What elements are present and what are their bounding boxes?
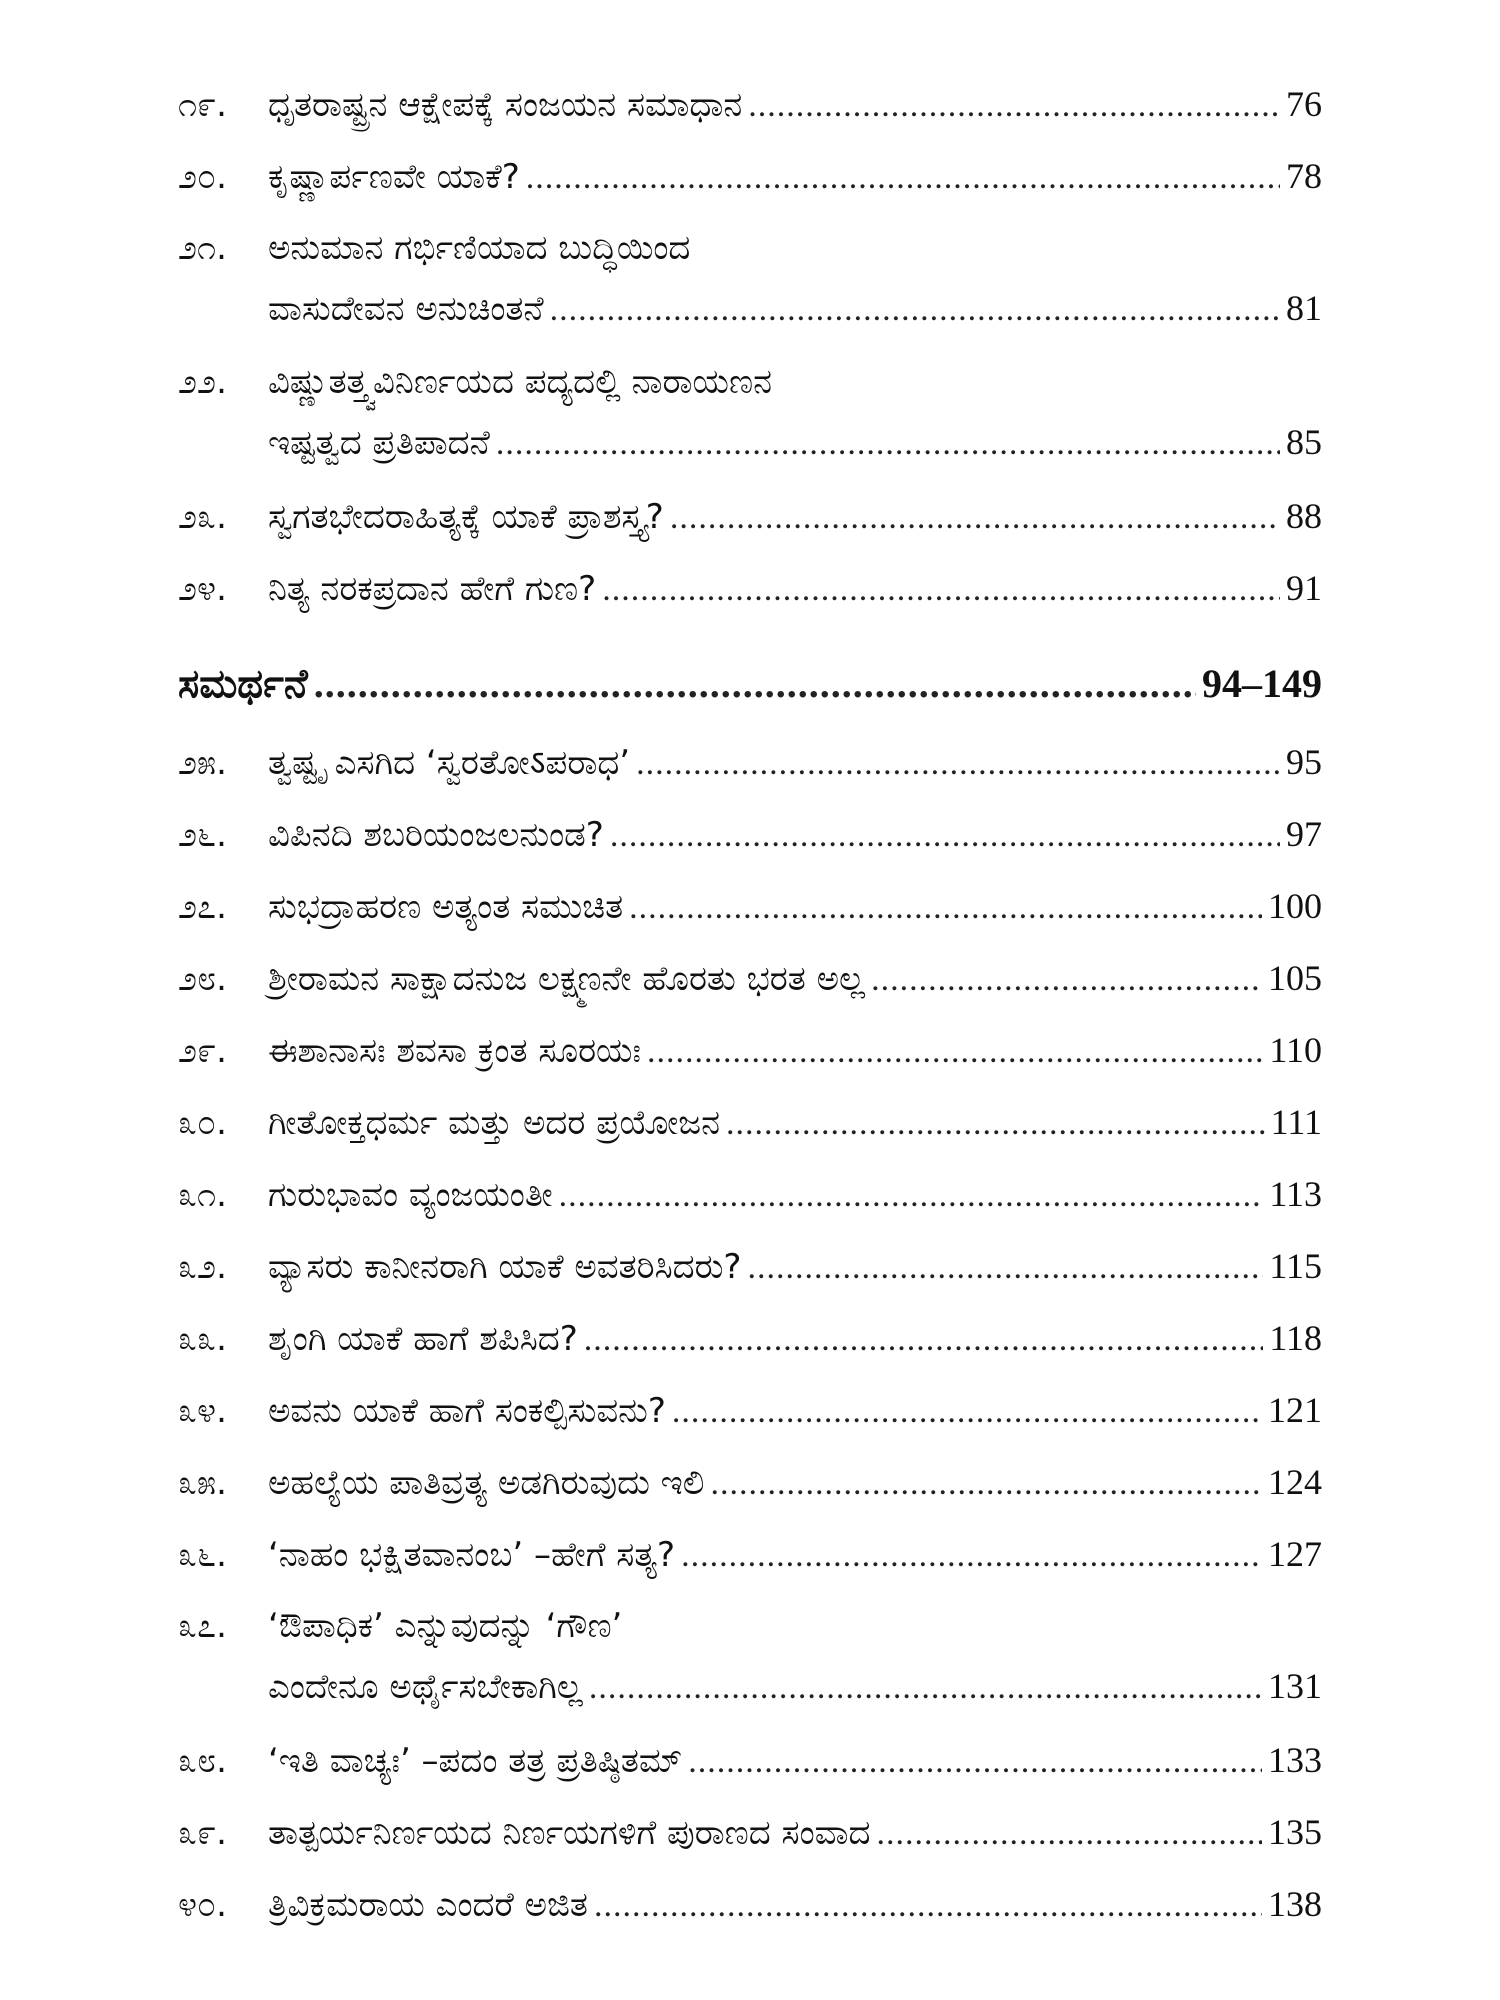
entry-number: ೨೪. [178,569,227,609]
entry-number: ೩೨. [178,1247,227,1287]
entry-title: ಅಹಲ್ಯೆಯ ಪಾತಿವ್ರತ್ಯ ಅಡಗಿರುವುದು ಇಲಿ [268,1463,705,1503]
entry-number: ೩೭. [178,1606,227,1646]
entry-title: ಶೃಂಗಿ ಯಾಕೆ ಹಾಗೆ ಶಪಿಸಿದ? [268,1319,578,1359]
dot-leader [496,420,1280,468]
toc-entry [178,1386,1322,1458]
dot-leader [681,1532,1262,1580]
entry-title-line2: ವಾಸುದೇವನ ಅನುಚಿಂತನೆ [268,289,544,329]
toc-entry [178,152,1322,224]
toc-entry [178,224,1322,284]
dot-leader [688,1738,1262,1786]
entry-title: ವಿಷ್ಣುತತ್ತ್ವವಿನಿರ್ಣಯದ ಪದ್ಯದಲ್ಲಿ ನಾರಾಯಣನ [268,362,772,402]
dot-leader [871,956,1262,1004]
entry-page-number: 91 [1286,568,1322,608]
dot-leader [647,1028,1263,1076]
entry-number: ೨೧. [178,228,227,268]
toc-entry [178,1314,1322,1386]
entry-number: ೩೦. [178,1103,227,1143]
entry-page-number: 121 [1268,1390,1322,1430]
entry-page-number: 95 [1286,742,1322,782]
entry-page-number: 100 [1268,886,1322,926]
toc-entry [178,80,1322,152]
toc-entry [178,1026,1322,1098]
dot-leader [589,1664,1262,1712]
toc-entry [178,1170,1322,1242]
entry-page-number: 135 [1268,1812,1322,1852]
toc-entry [178,1808,1322,1880]
entry-number: ೨೯. [178,1031,227,1071]
entry-title: ‘ಇತಿ ವಾಚ್ಯಃ’ –ಪದಂ ತತ್ರ ಪ್ರತಿಷ್ಠಿತಮ್ [268,1741,683,1781]
entry-number: ೩೯. [178,1813,227,1853]
entry-number: ೩೮. [178,1741,227,1781]
dot-leader [559,1172,1264,1220]
entry-page-number: 113 [1269,1174,1322,1214]
entry-title: ಈಶಾನಾಸಃ ಶವಸಾ ಕ್ರಂತ ಸೂರಯಃ [268,1031,641,1071]
entry-title: ಅನುಮಾನ ಗರ್ಭಿಣಿಯಾದ ಬುದ್ಧಿಯಿಂದ [268,228,691,268]
toc-entry [178,1098,1322,1170]
toc-entry [178,492,1322,564]
toc-entry-continuation [178,418,1322,492]
toc-entry [178,1880,1322,1952]
entry-page-number: 131 [1268,1666,1322,1706]
toc-entry [178,810,1322,882]
toc-entry [178,1530,1322,1602]
entry-title: ತಾತ್ಪರ್ಯನಿರ್ಣಯದ ನಿರ್ಣಯಗಳಿಗೆ ಪುರಾಣದ ಸಂವಾದ [268,1813,871,1853]
entry-title: ವ್ಯಾಸರು ಕಾನೀನರಾಗಿ ಯಾಕೆ ಅವತರಿಸಿದರು? [268,1247,742,1287]
entry-title-line2: ಎಂದೇನೂ ಅರ್ಥೈಸಬೇಕಾಗಿಲ್ಲ [268,1667,583,1707]
entry-title: ಗುರುಭಾವಂ ವ್ಯಂಜಯಂತೀ [268,1175,553,1215]
toc-entry [178,564,1322,636]
entry-number: ೨೨. [178,362,227,402]
entry-page-number: 115 [1269,1246,1322,1286]
toc-entry-continuation [178,1662,1322,1736]
entry-number: ೩೩. [178,1319,227,1359]
dot-leader [550,286,1280,334]
entry-page-number: 76 [1286,84,1322,124]
dot-leader [748,82,1280,130]
entry-number: ೨೫. [178,743,227,783]
section-title: ಸಮರ್ಥನೆ [178,661,308,707]
toc-entry [178,358,1322,418]
entry-title: ಅವನು ಯಾಕೆ ಹಾಗೆ ಸಂಕಲ್ಪಿಸುವನು? [268,1391,666,1431]
entry-title: ‘ಔಪಾಧಿಕ’ ಎನ್ನುವುದನ್ನು ‘ಗೌಣ’ [268,1606,623,1646]
dot-leader [314,654,1196,714]
dot-leader [526,154,1280,202]
entry-page-number: 133 [1268,1740,1322,1780]
entry-page-number: 111 [1270,1102,1322,1142]
dot-leader [584,1316,1264,1364]
entry-title: ತ್ವಷ್ಟೃ ಎಸಗಿದ ‘ಸ್ವರತೋऽಪರಾಧ’ [268,743,631,783]
entry-title: ಕೃಷ್ಣಾರ್ಪಣವೇ ಯಾಕೆ? [268,157,520,197]
entry-title: ಗೀತೋಕ್ತಧರ್ಮ ಮತ್ತು ಅದರ ಪ್ರಯೋಜನ [268,1103,721,1143]
entry-title: ‘ನಾಹಂ ಭಕ್ಷಿತವಾನಂಬ’ –ಹೇಗೆ ಸತ್ಯ? [268,1535,676,1575]
entry-title: ನಿತ್ಯ ನರಕಪ್ರದಾನ ಹೇಗೆ ಗುಣ? [268,569,597,609]
toc-entry [178,738,1322,810]
toc-entry [178,954,1322,1026]
entry-number: ೨೦. [178,157,227,197]
dot-leader [636,740,1280,788]
entry-page-number: 97 [1286,814,1322,854]
entry-page-number: 78 [1286,156,1322,196]
entry-page-number: 138 [1268,1884,1322,1924]
toc-entry [178,1736,1322,1808]
entry-page-number: 124 [1268,1462,1322,1502]
entry-title: ಸ್ವಗತಭೇದರಾಹಿತ್ಯಕ್ಕೆ ಯಾಕೆ ಪ್ರಾಶಸ್ತ್ಯ? [268,497,664,537]
entry-page-number: 105 [1268,958,1322,998]
dot-leader [610,812,1280,860]
section-heading [178,654,1322,738]
entry-title-line2: ಇಷ್ಟತ್ವದ ಪ್ರತಿಪಾದನೆ [268,423,490,463]
dot-leader [602,566,1280,614]
toc-entry-continuation [178,284,1322,358]
entry-number: ೨೩. [178,497,227,537]
section-page-range: 94–149 [1202,661,1322,706]
entry-title: ಶ್ರೀರಾಮನ ಸಾಕ್ಷಾದನುಜ ಲಕ್ಷ್ಮಣನೇ ಹೊರತು ಭರತ ಅಲ್ಲ [268,959,866,999]
entry-page-number: 85 [1286,422,1322,462]
entry-title: ಧೃತರಾಷ್ಟ್ರನ ಆಕ್ಷೇಪಕ್ಕೆ ಸಂಜಯನ ಸಮಾಧಾನ [268,85,743,125]
entry-page-number: 118 [1269,1318,1322,1358]
table-of-contents [178,80,1322,1952]
dot-leader [876,1810,1262,1858]
entry-title: ವಿಪಿನದಿ ಶಬರಿಯಂಜಲನುಂಡ? [268,815,604,855]
entry-number: ೩೫. [178,1463,227,1503]
dot-leader [672,1388,1262,1436]
entry-number: ೩೪. [178,1391,227,1431]
dot-leader [747,1244,1263,1292]
entry-number: ೩೬. [178,1535,227,1575]
entry-number: ೨೭. [178,887,227,927]
entry-page-number: 81 [1286,288,1322,328]
toc-entry [178,1242,1322,1314]
entry-title: ತ್ರಿವಿಕ್ರಮರಾಯ ಎಂದರೆ ಅಜಿತ [268,1885,588,1925]
toc-entry [178,1458,1322,1530]
entry-number: ೨೬. [178,815,227,855]
toc-entry [178,882,1322,954]
entry-page-number: 110 [1269,1030,1322,1070]
entry-number: ೧೯. [178,85,227,125]
dot-leader [594,1882,1262,1930]
toc-entry [178,1602,1322,1662]
entry-number: ೪೦. [178,1885,227,1925]
entry-number: ೨೮. [178,959,227,999]
dot-leader [670,494,1280,542]
dot-leader [629,884,1262,932]
entry-page-number: 127 [1268,1534,1322,1574]
entry-page-number: 88 [1286,496,1322,536]
dot-leader [710,1460,1262,1508]
entry-number: ೩೧. [178,1175,227,1215]
entry-title: ಸುಭದ್ರಾಹರಣ ಅತ್ಯಂತ ಸಮುಚಿತ [268,887,624,927]
dot-leader [726,1100,1265,1148]
